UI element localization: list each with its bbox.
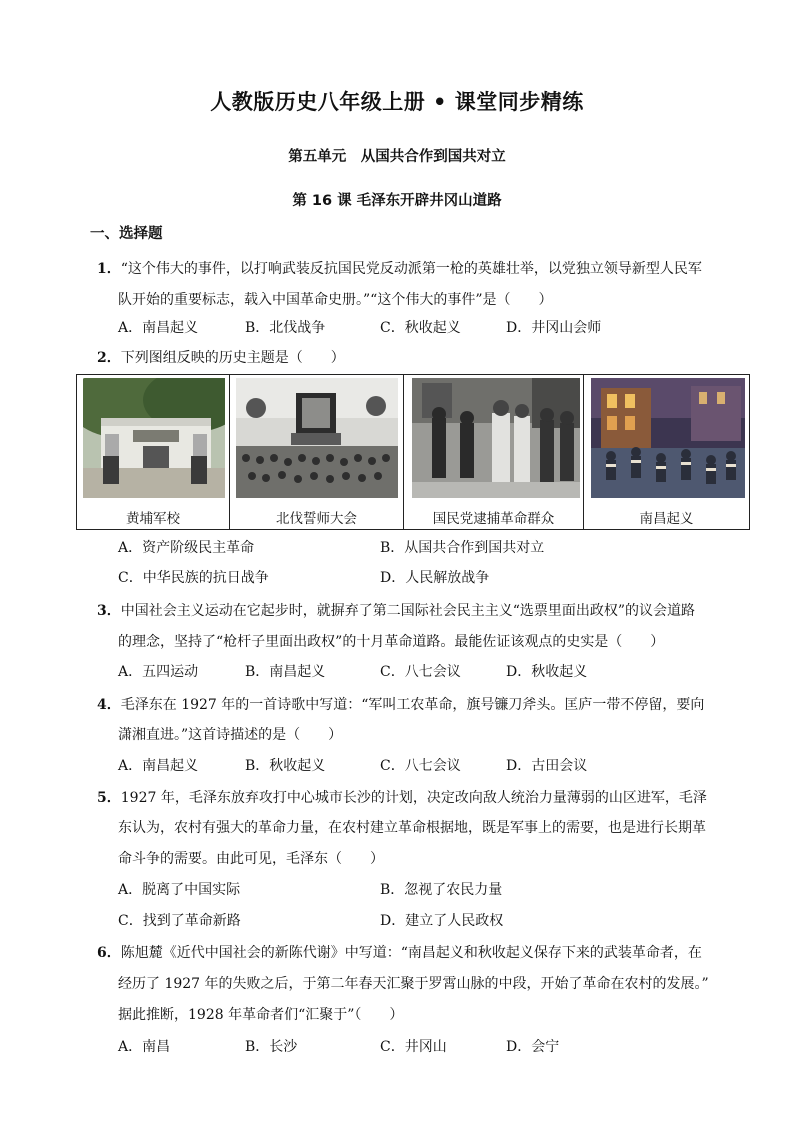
q3-option-b[interactable]: B．南昌起义 — [245, 664, 326, 680]
q5-option-a[interactable]: A．脱离了中国实际 — [118, 882, 241, 898]
q6-option-c[interactable]: C．井冈山 — [380, 1039, 447, 1055]
q2-option-b[interactable]: B．从国共合作到国共对立 — [380, 540, 545, 556]
q2-option-d[interactable]: D．人民解放战争 — [380, 570, 490, 586]
question-6-line-1: 6．陈旭麓《近代中国社会的新陈代谢》中写道：“南昌起义和秋收起义保存下来的武装革命者，在 — [97, 945, 702, 961]
question-1-line-1: 1．“这个伟大的事件，以打响武装反抗国民党反动派第一枪的英雄壮举，以党独立领导新型人民军 — [97, 261, 702, 277]
q2-option-c[interactable]: C．中华民族的抗日战争 — [118, 570, 269, 586]
question-5-line-1: 5．1927 年，毛泽东放弃攻打中心城市长沙的计划，决定改向敌人统治力量薄弱的山区进军，毛泽 — [97, 790, 707, 806]
question-6-line-2: 经历了 1927 年的失败之后，于第二年春天汇聚于罗霄山脉的中段，开始了革命在农村的发展。” — [118, 976, 709, 992]
beifa-photo — [236, 378, 398, 498]
figure-cell-nanchang — [584, 375, 749, 529]
q4-option-d[interactable]: D．古田会议 — [506, 758, 588, 774]
q4-option-c[interactable]: C．八七会议 — [380, 758, 461, 774]
figure-cell-beifa — [230, 375, 404, 529]
question-number: 3． — [97, 603, 121, 619]
q5-option-b[interactable]: B．忽视了农民力量 — [380, 882, 503, 898]
q3-option-c[interactable]: C．八七会议 — [380, 664, 461, 680]
figure-cell-arrest — [404, 375, 584, 529]
figure-caption: 黄埔军校 — [126, 511, 180, 527]
question-number: 1． — [97, 261, 121, 277]
q1-option-b[interactable]: B．北伐战争 — [245, 320, 326, 336]
q1-option-d[interactable]: D．井冈山会师 — [506, 320, 602, 336]
question-number: 4． — [97, 697, 121, 713]
question-3-line-2: 的理念，坚持了“枪杆子里面出政权”的十月革命道路。最能佐证该观点的史实是（ ） — [118, 634, 665, 650]
figure-table — [76, 374, 750, 530]
q5-option-d[interactable]: D．建立了人民政权 — [380, 913, 504, 929]
q1-option-a[interactable]: A．南昌起义 — [118, 320, 199, 336]
q3-option-d[interactable]: D．秋收起义 — [506, 664, 588, 680]
arrest-photo — [412, 378, 580, 498]
nanchang-painting — [591, 378, 745, 498]
q6-option-a[interactable]: A．南昌 — [118, 1039, 171, 1055]
question-3-line-1: 3．中国社会主义运动在它起步时，就摒弃了第二国际社会民主主义“选票里面出政权”的议会道路 — [97, 603, 696, 619]
question-4-line-2: 潇湘直进。”这首诗描述的是（ ） — [118, 727, 343, 743]
document-title: 人教版历史八年级上册 • 课堂同步精练 — [210, 90, 584, 114]
question-5-line-2: 东认为，农村有强大的革命力量，在农村建立革命根据地，既是军事上的需要，也是进行长期革 — [118, 820, 706, 836]
question-4-line-1: 4．毛泽东在 1927 年的一首诗歌中写道：“军叫工农革命，旗号镰刀斧头。匡庐一带不停留，要向 — [97, 697, 705, 713]
question-number: 5． — [97, 790, 121, 806]
question-1-line-2: 队开始的重要标志，载入中国革命史册。”“这个伟大的事件”是（ ） — [118, 292, 553, 308]
q3-option-a[interactable]: A．五四运动 — [118, 664, 199, 680]
section-heading: 一、选择题 — [90, 226, 163, 242]
unit-heading: 第五单元 从国共合作到国共对立 — [288, 149, 506, 165]
figure-caption: 国民党逮捕革命群众 — [432, 511, 555, 527]
figure-caption: 北伐誓师大会 — [276, 511, 357, 527]
figure-cell-huangpu — [77, 375, 230, 529]
question-5-line-3: 命斗争的需要。由此可见，毛泽东（ ） — [118, 851, 384, 867]
q2-option-a[interactable]: A．资产阶级民主革命 — [118, 540, 255, 556]
lesson-heading: 第 16 课 毛泽东开辟井冈山道路 — [292, 193, 502, 209]
huangpu-photo — [83, 378, 225, 498]
question-2-line-1: 2．下列图组反映的历史主题是（ ） — [97, 350, 345, 366]
q1-option-c[interactable]: C．秋收起义 — [380, 320, 461, 336]
question-number: 6． — [97, 945, 121, 961]
q4-option-a[interactable]: A．南昌起义 — [118, 758, 199, 774]
q4-option-b[interactable]: B．秋收起义 — [245, 758, 326, 774]
q5-option-c[interactable]: C．找到了革命新路 — [118, 913, 241, 929]
question-number: 2． — [97, 350, 121, 366]
figure-caption: 南昌起义 — [639, 511, 694, 527]
q6-option-d[interactable]: D．会宁 — [506, 1039, 560, 1055]
question-6-line-3: 据此推断，1928 年革命者们“汇聚于”（ ） — [118, 1007, 404, 1023]
q6-option-b[interactable]: B．长沙 — [245, 1039, 298, 1055]
